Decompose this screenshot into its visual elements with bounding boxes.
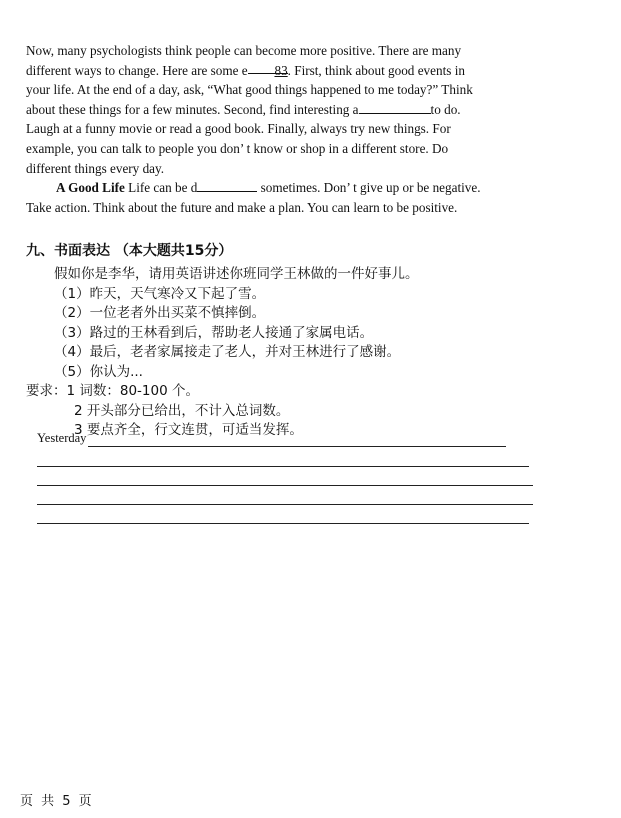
- writing-section: [26, 240, 586, 438]
- answer-starter: Yesterday: [37, 431, 87, 445]
- answer-line-5[interactable]: [37, 523, 529, 524]
- passage-line-7: different things every day.: [26, 160, 165, 176]
- passage-line-4: about these things for a few minutes. Second, find interesting a to do.: [26, 101, 461, 117]
- answer-line-1[interactable]: [88, 446, 506, 447]
- requirement-2: 2 开头部分已给出，不计入总词数。: [74, 402, 290, 419]
- passage-line-3: your life. At the end of a day, ask, “What good things happened to me today?” Think: [26, 82, 473, 98]
- section-title: 九、书面表达 （本大题共15分）: [26, 243, 233, 259]
- reading-passage: [26, 41, 536, 217]
- task-prompt: 假如你是李华，请用英语讲述你班同学王林做的一件好事儿。: [54, 266, 419, 282]
- passage-line-8: A Good Life Life can be d sometimes. Don’ t give up or be negative.: [56, 180, 481, 196]
- point-2: （2）一位老者外出买菜不慎摔倒。: [54, 305, 266, 321]
- point-1: （1）昨天，天气寒冷又下起了雪。: [54, 285, 266, 302]
- passage-line-1: Now, many psychologists think people can become more positive. There are many: [26, 43, 462, 58]
- blank-83[interactable]: 83: [248, 61, 288, 74]
- point-3: （3）路过的王林看到后，帮助老人接通了家属电话。: [54, 324, 374, 341]
- passage-line-5: Laugh at a funny movie or read a good book. Finally, always try new things. For: [26, 121, 451, 137]
- requirement-1: 要求：1 词数：80-100 个。: [26, 383, 199, 399]
- answer-line-4[interactable]: [37, 504, 533, 505]
- requirement-3: 3 要点齐全，行文连贯，可适当发挥。: [74, 422, 303, 438]
- point-5: （5）你认为...: [54, 363, 143, 380]
- page-footer: 页 共 5 页: [20, 794, 94, 809]
- section-heading: A Good Life: [56, 180, 125, 196]
- passage-line-9: Take action. Think about the future and make a plan. You can learn to be positive.: [26, 199, 458, 215]
- passage-line-2: different ways to change. Here are some e 83. First, think about good events in: [26, 62, 465, 78]
- answer-line-2[interactable]: [37, 466, 529, 467]
- answer-line-3[interactable]: [37, 485, 533, 486]
- point-4: （4）最后，老者家属接走了老人，并对王林进行了感谢。: [54, 344, 401, 360]
- blank-d[interactable]: [197, 179, 257, 192]
- blank-a[interactable]: [359, 101, 431, 114]
- passage-line-6: example, you can talk to people you don’ t know or shop in a different store. Do: [26, 140, 449, 156]
